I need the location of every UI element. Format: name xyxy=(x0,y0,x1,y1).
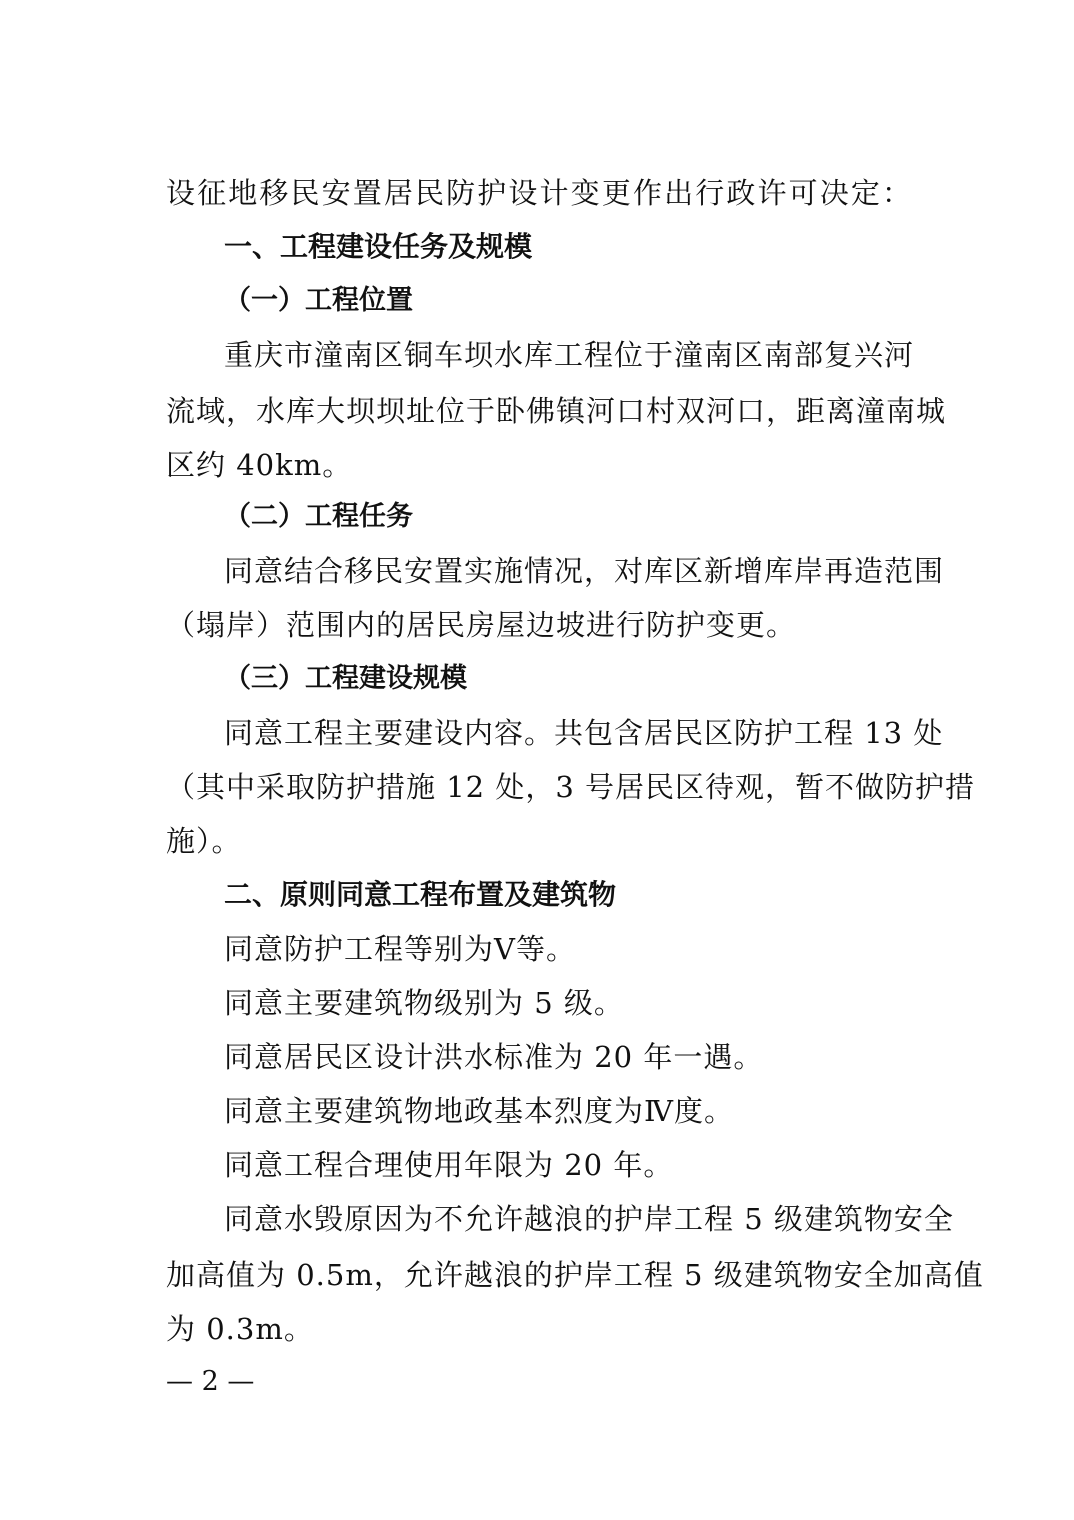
page-number: — 2 — xyxy=(166,1366,255,1397)
paragraph-location-line-3: 区约 40km。 xyxy=(166,448,353,482)
paragraph-freeboard-line-1: 同意水毁原因为不允许越浪的护岸工程 5 级建筑物安全 xyxy=(224,1202,954,1236)
subsection-heading-task: （二）工程任务 xyxy=(224,501,413,532)
paragraph-scale-line-1: 同意工程主要建设内容。共包含居民区防护工程 13 处 xyxy=(224,716,944,750)
paragraph-freeboard-line-2: 加高值为 0.5m，允许越浪的护岸工程 5 级建筑物安全加高值 xyxy=(166,1258,984,1292)
intro-continuation-line: 设征地移民安置居民防护设计变更作出行政许可决定： xyxy=(166,176,912,210)
paragraph-location-line-2: 流域，水库大坝坝址位于卧佛镇河口村双河口，距离潼南城 xyxy=(166,394,947,428)
section-heading-2: 二、原则同意工程布置及建筑物 xyxy=(224,878,617,911)
paragraph-task-line-2: （塌岸）范围内的居民房屋边坡进行防护变更。 xyxy=(166,608,797,642)
subsection-heading-location: （一）工程位置 xyxy=(224,285,413,316)
paragraph-building-level: 同意主要建筑物级别为 5 级。 xyxy=(224,986,624,1020)
paragraph-seismic-intensity: 同意主要建筑物地政基本烈度为Ⅳ度。 xyxy=(224,1094,734,1128)
paragraph-task-line-1: 同意结合移民安置实施情况，对库区新增库岸再造范围 xyxy=(224,554,945,588)
paragraph-flood-standard: 同意居民区设计洪水标准为 20 年一遇。 xyxy=(224,1040,764,1074)
paragraph-grade: 同意防护工程等别为Ⅴ等。 xyxy=(224,932,576,966)
paragraph-service-life: 同意工程合理使用年限为 20 年。 xyxy=(224,1148,674,1182)
paragraph-scale-line-2: （其中采取防护措施 12 处，3 号居民区待观，暂不做防护措 xyxy=(166,770,976,804)
paragraph-location-line-1: 重庆市潼南区铜车坝水库工程位于潼南区南部复兴河 xyxy=(224,338,915,372)
subsection-heading-scale: （三）工程建设规模 xyxy=(224,663,467,694)
paragraph-freeboard-line-3: 为 0.3m。 xyxy=(166,1312,314,1346)
section-heading-1: 一、工程建设任务及规模 xyxy=(224,230,533,263)
paragraph-scale-line-3: 施）。 xyxy=(166,824,242,858)
